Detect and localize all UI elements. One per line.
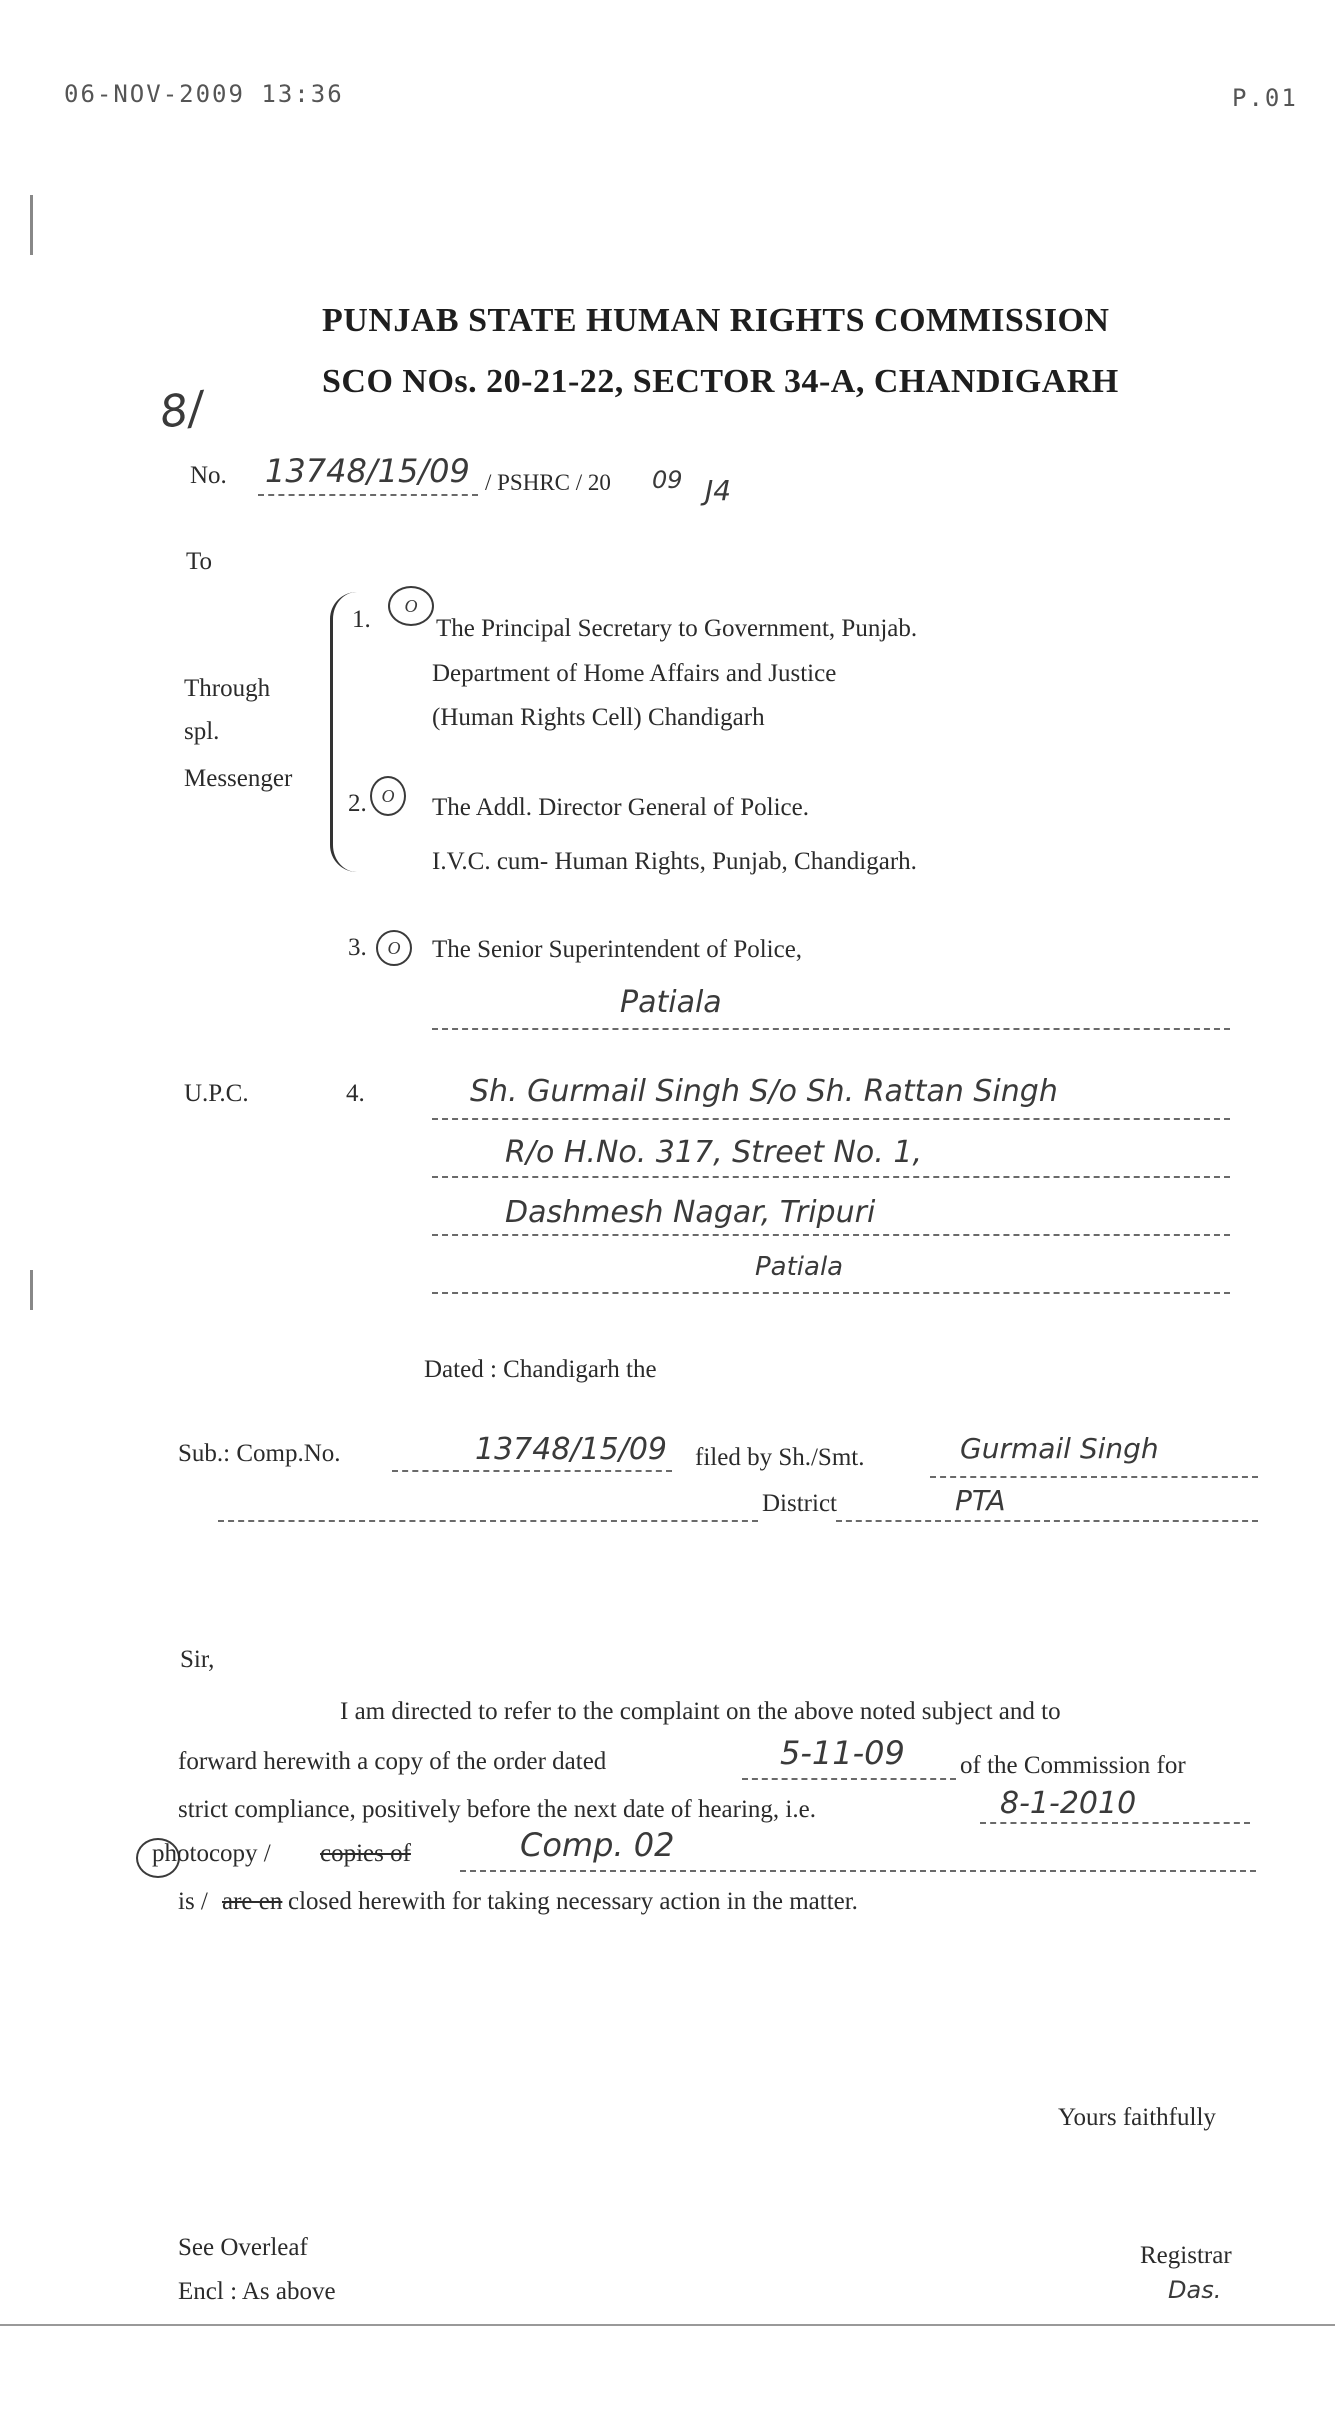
filed-by-label: filed by Sh./Smt. xyxy=(695,1444,865,1471)
hearing-date-value: 8-1-2010 xyxy=(1000,1786,1137,1821)
addressee-3-circle-mark: O xyxy=(376,930,412,966)
order-date-line xyxy=(742,1778,956,1780)
spl-label: spl. xyxy=(184,718,220,745)
margin-note: 8/ xyxy=(156,382,207,439)
body-line-1: I am directed to refer to the complaint on the above noted subject and to xyxy=(340,1698,1061,1725)
body-line-4b-struck: copies of xyxy=(320,1840,411,1867)
body-line-5c: closed herewith for taking necessary action in the matter. xyxy=(288,1888,858,1915)
addressee-1-line-3: (Human Rights Cell) Chandigarh xyxy=(432,704,765,731)
enclosure-note: Encl : As above xyxy=(178,2278,336,2300)
district-value: PTA xyxy=(955,1484,1006,1517)
upc-line-2 xyxy=(432,1176,1230,1178)
comp-no-value: 13748/15/09 xyxy=(475,1432,667,1467)
body-line-4a: photocopy / xyxy=(152,1840,271,1867)
addressee-3-handwritten: Patiala xyxy=(620,985,722,1020)
yours-faithfully: Yours faithfully xyxy=(1058,2104,1216,2131)
upc-line-4 xyxy=(432,1292,1230,1294)
dated-line: Dated : Chandigarh the xyxy=(424,1356,657,1383)
addressee-2-number: 2. xyxy=(348,790,367,817)
through-label: Through xyxy=(184,675,271,702)
brace-bracket xyxy=(330,592,357,872)
to-label: To xyxy=(186,548,213,575)
ref-no-value: 13748/15/09 xyxy=(265,452,470,490)
body-line-5b-struck: are en xyxy=(222,1888,283,1915)
copies-line xyxy=(460,1870,1256,1872)
copies-value: Comp. 02 xyxy=(520,1826,675,1864)
district-line xyxy=(836,1520,1258,1522)
addressee-3-line-1: The Senior Superintendent of Police, xyxy=(432,936,803,963)
filed-by-line xyxy=(930,1476,1258,1478)
upc-number: 4. xyxy=(346,1080,365,1107)
upc-hand-line-3: Dashmesh Nagar, Tripuri xyxy=(505,1195,876,1230)
upc-hand-line-2: R/o H.No. 317, Street No. 1, xyxy=(505,1135,922,1170)
messenger-label: Messenger xyxy=(184,765,293,792)
filed-by-name: Gurmail Singh xyxy=(960,1432,1159,1465)
district-label: District xyxy=(762,1490,837,1517)
ref-year: 09 xyxy=(652,466,683,494)
upc-line-1 xyxy=(432,1118,1230,1120)
ref-extra: J4 xyxy=(705,474,732,507)
org-address: SCO NOs. 20-21-22, SECTOR 34-A, CHANDIGARH xyxy=(322,363,1119,400)
fax-page-number: P.01 xyxy=(1232,84,1298,112)
see-overleaf: See Overleaf xyxy=(178,2234,308,2261)
registrar-label: Registrar xyxy=(1140,2242,1232,2269)
addressee-1-number: 1. xyxy=(352,606,371,633)
body-line-3a: strict compliance, positively before the next date of hearing, i.e. xyxy=(178,1796,816,1823)
comp-no-line xyxy=(392,1470,672,1472)
page-bottom-edge xyxy=(0,2324,1335,2326)
addressee-1-line-2: Department of Home Affairs and Justice xyxy=(432,660,837,687)
scan-edge-mark xyxy=(30,195,33,255)
body-line-2b: of the Commission for xyxy=(960,1752,1186,1779)
ref-no-line xyxy=(258,494,478,496)
upc-label: U.P.C. xyxy=(184,1080,249,1107)
body-line-2a: forward herewith a copy of the order dated xyxy=(178,1748,607,1775)
hearing-date-line xyxy=(980,1822,1250,1824)
addressee-1-line-1: The Principal Secretary to Government, Punjab. xyxy=(436,615,918,642)
district-prefix-line xyxy=(218,1520,758,1522)
addressee-2-circle-mark: O xyxy=(370,776,406,816)
fax-timestamp: 06-NOV-2009 13:36 xyxy=(64,80,344,108)
body-line-5a: is / xyxy=(178,1888,208,1915)
scan-edge-mark xyxy=(30,1270,33,1310)
ref-no-suffix: / PSHRC / 20 xyxy=(485,470,611,495)
addressee-3-fill-line xyxy=(432,1028,1230,1030)
upc-hand-line-4: Patiala xyxy=(755,1252,844,1282)
registrar-signature: Das. xyxy=(1168,2276,1222,2304)
subject-label: Sub.: Comp.No. xyxy=(178,1440,341,1467)
salutation: Sir, xyxy=(180,1646,215,1673)
org-name: PUNJAB STATE HUMAN RIGHTS COMMISSION xyxy=(322,302,1110,339)
addressee-1-circle-mark: O xyxy=(388,586,434,626)
upc-hand-line-1: Sh. Gurmail Singh S/o Sh. Rattan Singh xyxy=(470,1074,1058,1109)
ref-no-label: No. xyxy=(190,462,227,489)
order-date-value: 5-11-09 xyxy=(780,1734,905,1772)
addressee-2-line-2: I.V.C. cum- Human Rights, Punjab, Chandigarh. xyxy=(432,848,917,875)
upc-line-3 xyxy=(432,1234,1230,1236)
addressee-3-number: 3. xyxy=(348,934,367,961)
addressee-2-line-1: The Addl. Director General of Police. xyxy=(432,794,809,821)
